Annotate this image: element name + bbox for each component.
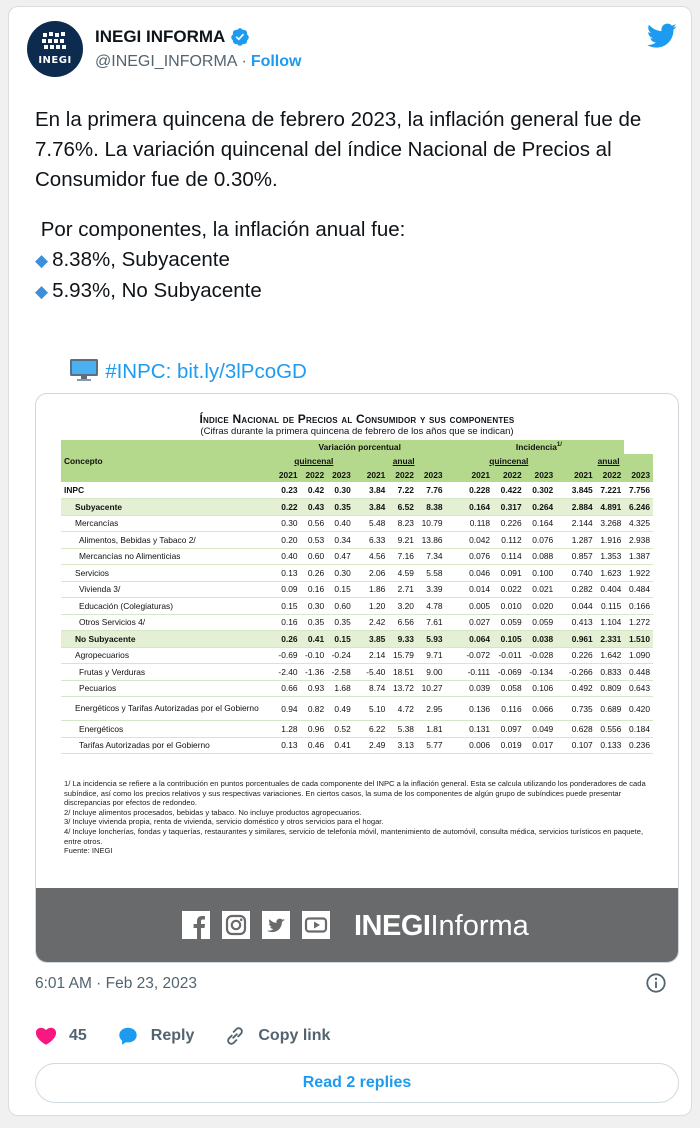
value-cell: 1.916: [596, 532, 625, 549]
value-cell: 0.014: [462, 581, 494, 598]
value-cell: 0.042: [462, 532, 494, 549]
computer-monitor-icon: [69, 358, 99, 382]
header-incidencia: Incidencia$^{1/}$: [454, 440, 625, 454]
header-year: 2022: [596, 468, 625, 482]
value-cell: 2.71: [388, 581, 417, 598]
table-subtitle: (Cifras durante la primera quincena de febrero de los años que se indican): [200, 426, 514, 437]
value-cell: 0.076: [525, 532, 557, 549]
concept-cell: Educación (Colegiaturas): [61, 598, 274, 615]
value-cell: 4.325: [624, 515, 653, 532]
table-row: [61, 647, 653, 664]
link-icon: [224, 1025, 246, 1047]
value-cell: 4.56: [362, 548, 389, 565]
value-cell: 0.833: [596, 664, 625, 681]
value-cell: 8.23: [388, 515, 417, 532]
value-cell: 10.79: [417, 515, 446, 532]
value-cell: 1.387: [624, 548, 653, 565]
reply-button[interactable]: [117, 1025, 195, 1047]
value-cell: 0.49: [327, 697, 354, 721]
value-cell: 2.95: [417, 697, 446, 721]
value-cell: 0.010: [493, 598, 525, 615]
value-cell: 8.74: [362, 680, 389, 697]
value-cell: 0.30: [327, 565, 354, 582]
read-replies-button[interactable]: Read 2 replies: [35, 1063, 679, 1103]
value-cell: 0.628: [564, 721, 596, 738]
copy-link-button[interactable]: [224, 1025, 330, 1047]
hashtag-link[interactable]: #INPC: [105, 360, 166, 383]
value-cell: 0.42: [301, 482, 328, 499]
value-cell: -0.028: [525, 647, 557, 664]
value-cell: 0.30: [327, 482, 354, 499]
social-icons: [182, 911, 330, 939]
value-cell: 0.94: [274, 697, 301, 721]
tweet-timestamp[interactable]: 6:01 AM · Feb 23, 2023: [35, 975, 197, 992]
header-year: [446, 468, 454, 482]
twitter-logo-icon[interactable]: [647, 23, 677, 49]
value-cell: 9.00: [417, 664, 446, 681]
value-cell: 0.006: [462, 737, 494, 754]
value-cell: 1.642: [596, 647, 625, 664]
value-cell: 0.15: [274, 598, 301, 615]
value-cell: 0.643: [624, 680, 653, 697]
value-cell: 3.84: [362, 499, 389, 516]
value-cell: 0.41: [301, 631, 328, 648]
twitter-icon: [262, 911, 290, 939]
value-cell: 0.088: [525, 548, 557, 565]
value-cell: 0.413: [564, 614, 596, 631]
value-cell: 0.106: [525, 680, 557, 697]
value-cell: 0.228: [462, 482, 494, 499]
value-cell: 0.044: [564, 598, 596, 615]
value-cell: 0.064: [462, 631, 494, 648]
value-cell: 0.131: [462, 721, 494, 738]
concept-cell: Pecuarios: [61, 680, 274, 697]
value-cell: -2.40: [274, 664, 301, 681]
value-cell: -0.069: [493, 664, 525, 681]
value-cell: 0.164: [525, 515, 557, 532]
diamond-icon: ◆: [35, 251, 49, 270]
value-cell: 3.20: [388, 598, 417, 615]
value-cell: 0.857: [564, 548, 596, 565]
value-cell: 1.68: [327, 680, 354, 697]
value-cell: 0.100: [525, 565, 557, 582]
tweet-header: [27, 21, 677, 81]
value-cell: 7.22: [388, 482, 417, 499]
table-row: [61, 680, 653, 697]
value-cell: 0.302: [525, 482, 557, 499]
header-inc-quincenal: quincenal: [462, 454, 557, 468]
value-cell: -0.10: [301, 647, 328, 664]
value-cell: 0.66: [274, 680, 301, 697]
value-cell: -0.266: [564, 664, 596, 681]
youtube-icon: [302, 911, 330, 939]
value-cell: 0.021: [525, 581, 557, 598]
table-row: [61, 499, 653, 516]
header-var-quincenal: quincenal: [274, 454, 354, 468]
value-cell: 0.022: [493, 581, 525, 598]
value-cell: 0.317: [493, 499, 525, 516]
tweet-media-image[interactable]: [35, 393, 679, 963]
header-year: [556, 468, 564, 482]
value-cell: -1.36: [301, 664, 328, 681]
value-cell: 0.105: [493, 631, 525, 648]
value-cell: 0.556: [596, 721, 625, 738]
value-cell: 1.090: [624, 647, 653, 664]
table-row: [61, 548, 653, 565]
header-year: 2022: [493, 468, 525, 482]
concept-cell: Vivienda 3/: [61, 581, 274, 598]
value-cell: 0.236: [624, 737, 653, 754]
value-cell: 0.35: [301, 614, 328, 631]
value-cell: 5.10: [362, 697, 389, 721]
value-cell: 0.039: [462, 680, 494, 697]
header-year: [354, 468, 362, 482]
tweet-card: [8, 6, 692, 1116]
value-cell: 0.115: [596, 598, 625, 615]
value-cell: 2.49: [362, 737, 389, 754]
value-cell: 0.059: [525, 614, 557, 631]
value-cell: 0.484: [624, 581, 653, 598]
value-cell: 5.58: [417, 565, 446, 582]
value-cell: 7.34: [417, 548, 446, 565]
table-row: [61, 515, 653, 532]
value-cell: 1.86: [362, 581, 389, 598]
follow-button[interactable]: Follow: [250, 53, 302, 70]
value-cell: 0.22: [274, 499, 301, 516]
inegi-logo-icon: [41, 31, 69, 53]
value-cell: -0.69: [274, 647, 301, 664]
value-cell: 0.689: [596, 697, 625, 721]
value-cell: 6.33: [362, 532, 389, 549]
value-cell: -0.011: [493, 647, 525, 664]
separator-dot: ·: [241, 53, 247, 70]
value-cell: 0.34: [327, 532, 354, 549]
value-cell: 7.756: [624, 482, 653, 499]
value-cell: -2.58: [327, 664, 354, 681]
value-cell: 0.058: [493, 680, 525, 697]
concept-cell: Energéticos y Tarifas Autorizadas por el Gobierno: [61, 697, 274, 721]
value-cell: 0.166: [624, 598, 653, 615]
value-cell: 0.112: [493, 532, 525, 549]
value-cell: 0.35: [327, 499, 354, 516]
diamond-icon: ◆: [35, 282, 49, 301]
inegi-informa-banner: [36, 888, 678, 963]
value-cell: 1.28: [274, 721, 301, 738]
value-cell: -0.24: [327, 647, 354, 664]
value-cell: 0.066: [525, 697, 557, 721]
reply-bubble-icon: [117, 1025, 139, 1047]
value-cell: 0.020: [525, 598, 557, 615]
value-cell: 0.226: [564, 647, 596, 664]
value-cell: 18.51: [388, 664, 417, 681]
value-cell: 7.16: [388, 548, 417, 565]
value-cell: 0.56: [301, 515, 328, 532]
value-cell: 0.038: [525, 631, 557, 648]
value-cell: 2.06: [362, 565, 389, 582]
instagram-icon: [222, 911, 250, 939]
value-cell: 0.107: [564, 737, 596, 754]
hashtag-colon: :: [165, 360, 172, 383]
value-cell: 3.13: [388, 737, 417, 754]
value-cell: 0.961: [564, 631, 596, 648]
header-year: 2022: [301, 468, 328, 482]
value-cell: 0.16: [301, 581, 328, 598]
value-cell: 0.26: [274, 631, 301, 648]
facebook-icon: [182, 911, 210, 939]
like-button[interactable]: [35, 1025, 87, 1047]
value-cell: 0.30: [274, 515, 301, 532]
verified-badge-icon: [230, 27, 250, 47]
value-cell: 0.40: [274, 548, 301, 565]
value-cell: 0.16: [274, 614, 301, 631]
value-cell: 0.60: [327, 598, 354, 615]
concept-cell: INPC: [61, 482, 274, 499]
value-cell: 0.049: [525, 721, 557, 738]
value-cell: 0.26: [301, 565, 328, 582]
value-cell: 1.272: [624, 614, 653, 631]
value-cell: 7.61: [417, 614, 446, 631]
value-cell: 1.287: [564, 532, 596, 549]
value-cell: 5.48: [362, 515, 389, 532]
value-cell: 0.13: [274, 565, 301, 582]
value-cell: 0.282: [564, 581, 596, 598]
value-cell: 4.78: [417, 598, 446, 615]
table-row: [61, 721, 653, 738]
value-cell: 0.164: [462, 499, 494, 516]
value-cell: 7.76: [417, 482, 446, 499]
display-name[interactable]: INEGI INFORMA: [95, 27, 226, 46]
value-cell: 0.40: [327, 515, 354, 532]
value-cell: 0.52: [327, 721, 354, 738]
tweet-paragraph-1: En la primera quincena de febrero 2023, la inflación general fue de 7.76%. La variación quincenal del índice Nacional de Precios al Consumidor fue de 0.30%.: [35, 108, 647, 191]
value-cell: 9.33: [388, 631, 417, 648]
header-year: [454, 468, 462, 482]
value-cell: 1.922: [624, 565, 653, 582]
value-cell: 0.43: [301, 499, 328, 516]
value-cell: 0.53: [301, 532, 328, 549]
header-year: 2021: [462, 468, 494, 482]
tweet-actions: [35, 1025, 360, 1047]
header-year: 2023: [624, 468, 653, 482]
header-var-anual: anual: [362, 454, 446, 468]
value-cell: 1.623: [596, 565, 625, 582]
header-year: 2023: [327, 468, 354, 482]
reply-label: Reply: [150, 1027, 195, 1044]
value-cell: 3.85: [362, 631, 389, 648]
header-inc-anual: anual: [564, 454, 653, 468]
footnote: Fuente: INEGI: [64, 846, 113, 856]
footnote: 2/ Incluye alimentos procesados, bebidas y tabaco. No incluye productos agropecuarios.: [64, 807, 362, 817]
value-cell: 0.133: [596, 737, 625, 754]
concept-cell: Alimentos, Bebidas y Tabaco 2/: [61, 532, 274, 549]
value-cell: 0.226: [493, 515, 525, 532]
value-cell: 0.091: [493, 565, 525, 582]
value-cell: 0.017: [525, 737, 557, 754]
value-cell: 0.114: [493, 548, 525, 565]
footnote: 3/ Incluye vivienda propia, renta de vivienda, servicio doméstico y otros servicios para el hogar.: [64, 817, 384, 827]
value-cell: 2.884: [564, 499, 596, 516]
value-cell: 4.72: [388, 697, 417, 721]
table-footnotes: [64, 779, 656, 856]
value-cell: 0.404: [596, 581, 625, 598]
value-cell: 5.93: [417, 631, 446, 648]
value-cell: 0.60: [301, 548, 328, 565]
header-year: 2021: [564, 468, 596, 482]
value-cell: 13.72: [388, 680, 417, 697]
value-cell: 0.118: [462, 515, 494, 532]
value-cell: 0.116: [493, 697, 525, 721]
value-cell: 6.246: [624, 499, 653, 516]
table-row: [61, 664, 653, 681]
value-cell: 0.41: [327, 737, 354, 754]
value-cell: -0.134: [525, 664, 557, 681]
value-cell: 0.076: [462, 548, 494, 565]
tweet-paragraph-2: Por componentes, la inflación anual fue:: [35, 218, 406, 241]
header-concepto: Concepto: [61, 440, 274, 482]
value-cell: 0.46: [301, 737, 328, 754]
value-cell: 3.84: [362, 482, 389, 499]
table-row: [61, 737, 653, 754]
footnote: 1/ La incidencia se refiere a la contribución en puntos porcentuales de cada componente del INPC a la inflación general. Esta se calcula utilizando los ponderadores de cada subíndice, así como los precios relativos y sus respectivas variaciones. En ciertos casos, la suma de los componentes de algún grupo de subíndices puede presentar discrepancias por efectos de redondeo.: [64, 779, 646, 808]
value-cell: 5.77: [417, 737, 446, 754]
value-cell: 9.21: [388, 532, 417, 549]
value-cell: 0.184: [624, 721, 653, 738]
table-row: [61, 631, 653, 648]
value-cell: 0.059: [493, 614, 525, 631]
avatar[interactable]: [27, 21, 83, 77]
value-cell: -0.111: [462, 664, 494, 681]
value-cell: 0.420: [624, 697, 653, 721]
value-cell: -0.072: [462, 647, 494, 664]
value-cell: 6.52: [388, 499, 417, 516]
value-cell: 0.735: [564, 697, 596, 721]
value-cell: 2.938: [624, 532, 653, 549]
value-cell: 1.81: [417, 721, 446, 738]
header-year: 2022: [388, 468, 417, 482]
url-link[interactable]: bit.ly/3lPcoGD: [176, 360, 307, 383]
value-cell: 0.492: [564, 680, 596, 697]
value-cell: 4.891: [596, 499, 625, 516]
value-cell: 6.22: [362, 721, 389, 738]
value-cell: 0.809: [596, 680, 625, 697]
concept-cell: Mercancías no Alimenticias: [61, 548, 274, 565]
concept-cell: Servicios: [61, 565, 274, 582]
value-cell: 0.264: [525, 499, 557, 516]
value-cell: 2.144: [564, 515, 596, 532]
value-cell: 0.09: [274, 581, 301, 598]
value-cell: 0.15: [327, 631, 354, 648]
handle[interactable]: @INEGI_INFORMA: [95, 53, 238, 70]
concept-cell: No Subyacente: [61, 631, 274, 648]
value-cell: 0.15: [327, 581, 354, 598]
value-cell: 13.86: [417, 532, 446, 549]
value-cell: -5.40: [362, 664, 389, 681]
value-cell: 2.331: [596, 631, 625, 648]
value-cell: 0.019: [493, 737, 525, 754]
concept-cell: Tarifas Autorizadas por el Gobierno: [61, 737, 274, 754]
value-cell: 1.20: [362, 598, 389, 615]
value-cell: 5.38: [388, 721, 417, 738]
value-cell: 0.30: [301, 598, 328, 615]
value-cell: 1.104: [596, 614, 625, 631]
value-cell: 9.71: [417, 647, 446, 664]
value-cell: 2.14: [362, 647, 389, 664]
value-cell: 3.845: [564, 482, 596, 499]
avatar-text: INEGI: [38, 55, 72, 66]
value-cell: 0.82: [301, 697, 328, 721]
value-cell: 1.510: [624, 631, 653, 648]
value-cell: 15.79: [388, 647, 417, 664]
table-title: Índice Nacional de Precios al Consumidor y sus componentes: [199, 412, 515, 426]
tweet-body: [35, 105, 675, 417]
value-cell: 0.448: [624, 664, 653, 681]
table-row: [61, 565, 653, 582]
value-cell: 0.422: [493, 482, 525, 499]
header-variacion: Variación porcentual: [274, 440, 446, 454]
inpc-table: [61, 440, 653, 754]
value-cell: 0.35: [327, 614, 354, 631]
table-row: [61, 614, 653, 631]
copy-link-label: Copy link: [258, 1027, 331, 1044]
value-cell: 0.740: [564, 565, 596, 582]
concept-cell: Energéticos: [61, 721, 274, 738]
value-cell: 10.27: [417, 680, 446, 697]
value-cell: 6.56: [388, 614, 417, 631]
bullet-subyacente: ◆ 8.38%, Subyacente: [35, 248, 230, 271]
value-cell: 0.47: [327, 548, 354, 565]
value-cell: 8.38: [417, 499, 446, 516]
table-row: [61, 697, 653, 721]
concept-cell: Mercancías: [61, 515, 274, 532]
header-year: 2021: [274, 468, 301, 482]
value-cell: 0.13: [274, 737, 301, 754]
value-cell: 4.59: [388, 565, 417, 582]
concept-cell: Agropecuarios: [61, 647, 274, 664]
info-icon[interactable]: [645, 972, 667, 994]
header-year: 2023: [525, 468, 557, 482]
value-cell: 0.23: [274, 482, 301, 499]
value-cell: 0.097: [493, 721, 525, 738]
value-cell: 0.046: [462, 565, 494, 582]
header-year: 2023: [417, 468, 446, 482]
value-cell: 1.353: [596, 548, 625, 565]
heart-icon: [35, 1025, 57, 1047]
concept-cell: Frutas y Verduras: [61, 664, 274, 681]
value-cell: 7.221: [596, 482, 625, 499]
table-row: [61, 581, 653, 598]
concept-cell: Subyacente: [61, 499, 274, 516]
table-row: [61, 482, 653, 499]
value-cell: 0.20: [274, 532, 301, 549]
like-count: 45: [69, 1027, 87, 1044]
value-cell: 2.42: [362, 614, 389, 631]
value-cell: 0.027: [462, 614, 494, 631]
footnote: 4/ Incluye loncherías, fondas y taquerías, restaurantes y similares, servicio de telefonía móvil, mantenimiento de automóvil, consulta médica, servicios turísticos en paquete, entre otros.: [64, 826, 644, 846]
table-row: [61, 598, 653, 615]
value-cell: 0.005: [462, 598, 494, 615]
concept-cell: Otros Servicios 4/: [61, 614, 274, 631]
value-cell: 3.39: [417, 581, 446, 598]
value-cell: 0.93: [301, 680, 328, 697]
value-cell: 0.96: [301, 721, 328, 738]
value-cell: 0.136: [462, 697, 494, 721]
bullet-no-subyacente: ◆ 5.93%, No Subyacente: [35, 279, 262, 302]
header-year: 2021: [362, 468, 389, 482]
value-cell: 3.268: [596, 515, 625, 532]
table-row: [61, 532, 653, 549]
inegi-informa-logo: INEGIInforma: [354, 910, 529, 942]
